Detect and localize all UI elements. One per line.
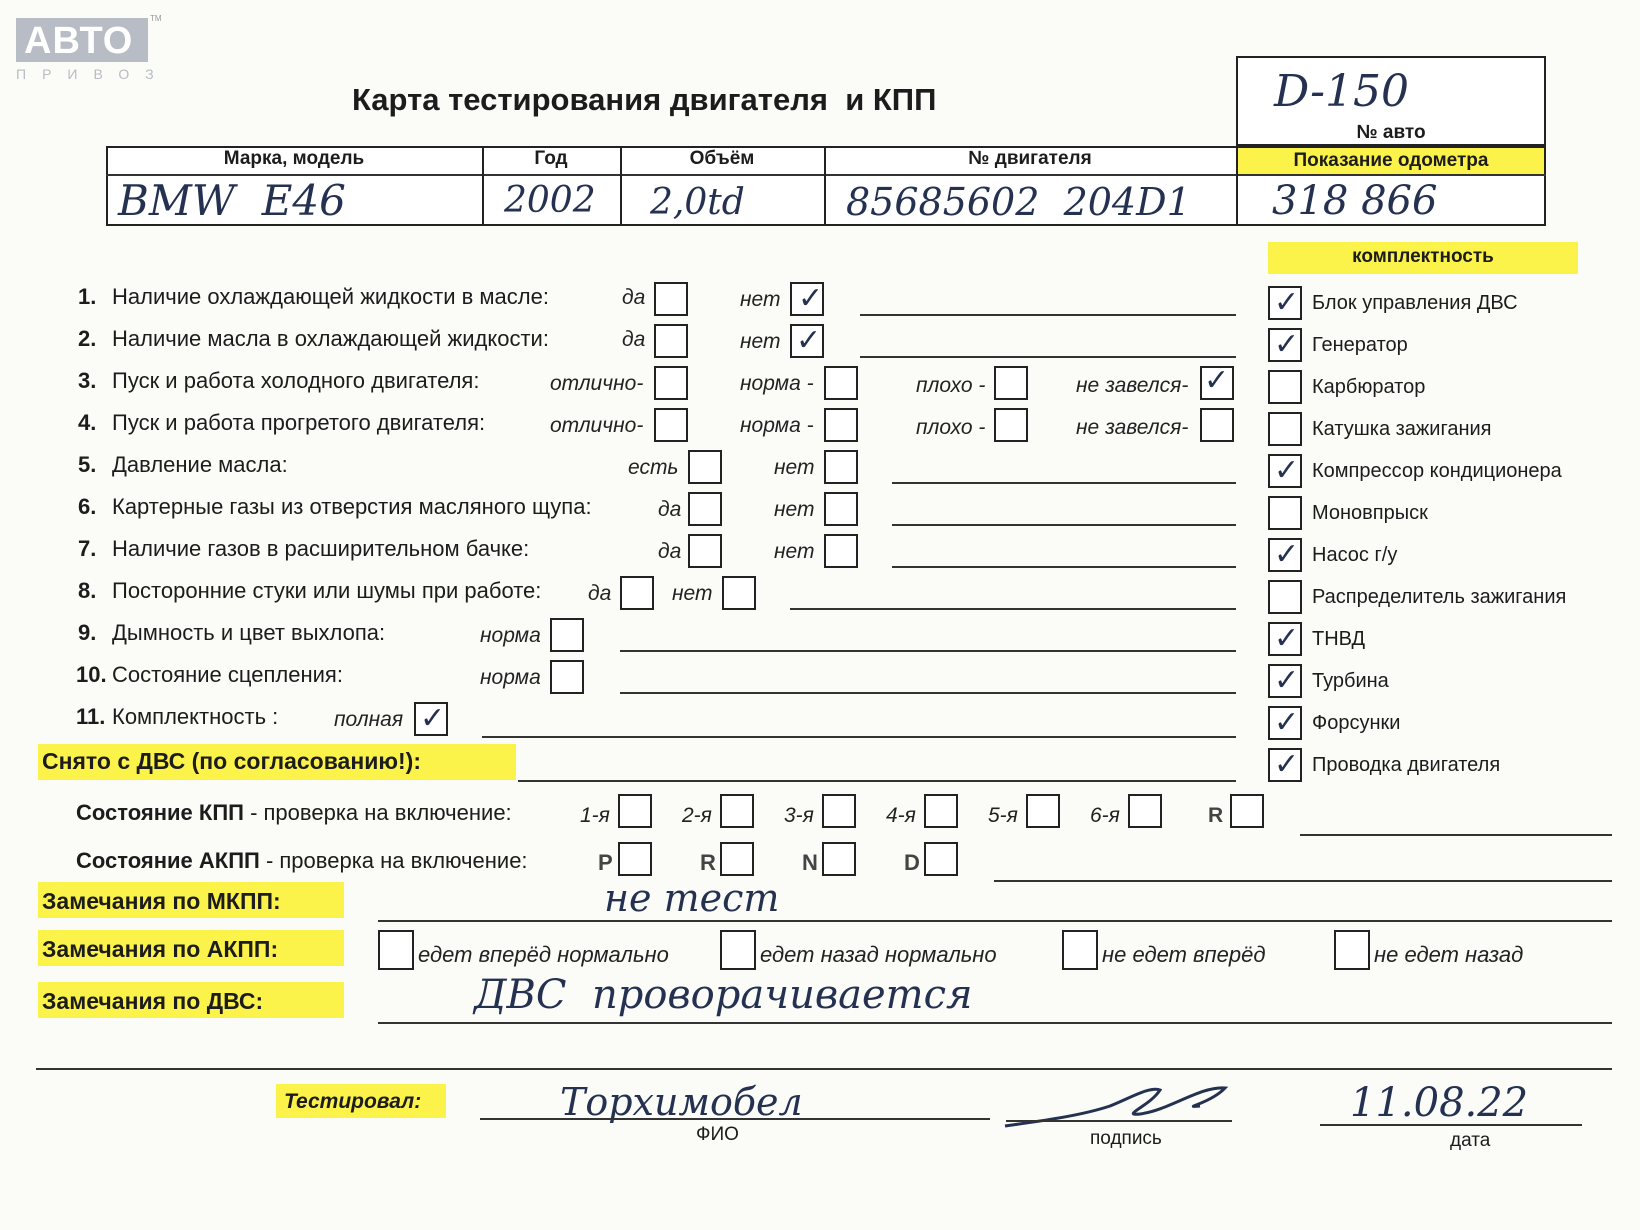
checkbox-item4-otlichno[interactable]	[654, 408, 688, 442]
option-label: нет	[774, 498, 815, 521]
checkbox-kpp-gear-2[interactable]	[720, 794, 754, 828]
item-label: Давление масла:	[112, 452, 288, 477]
akpp-label-rest: - проверка на включение:	[259, 848, 528, 873]
logo-sub-text: ПРИВОЗ	[16, 66, 170, 82]
gear-label: 6-я	[1090, 804, 1120, 827]
gear-label: R	[1208, 804, 1224, 827]
fio-value: Торхимобел	[560, 1080, 803, 1124]
check-mark: ✓	[420, 701, 446, 736]
checkbox-akpp-backward-ok[interactable]	[720, 930, 756, 970]
kpp-notes-line	[1300, 834, 1612, 836]
item-number: 9.	[78, 620, 97, 645]
option-label: да	[622, 328, 646, 351]
logo-tm: TM	[150, 14, 162, 23]
option-label: есть	[628, 456, 679, 479]
akpp-option-label: не едет вперёд	[1102, 942, 1266, 967]
tested-label: Тестировал:	[284, 1090, 422, 1113]
option-label: норма	[480, 666, 541, 689]
gear-label: 4-я	[886, 804, 916, 827]
checkbox-item6-da[interactable]	[688, 492, 722, 526]
option-label: нет	[672, 582, 713, 605]
col-header-year: Год	[534, 148, 568, 169]
check-mark: ✓	[1274, 747, 1300, 782]
item-label: Наличие охлаждающей жидкости в масле:	[112, 284, 549, 309]
checkbox-item3-otlichno[interactable]	[654, 366, 688, 400]
akpp-option-label: едет вперёд нормально	[418, 942, 669, 967]
option-label: нет	[740, 288, 781, 311]
col-header-odometer: Показание одометра	[1293, 150, 1489, 171]
check-mark: ✓	[1274, 453, 1300, 488]
komplekt-item-label: Турбина	[1312, 670, 1389, 692]
checkbox-kpp-gear-4[interactable]	[924, 794, 958, 828]
checkbox-item10-norma[interactable]	[550, 660, 584, 694]
kpp-label-rest: - проверка на включение:	[243, 800, 512, 825]
check-mark: ✓	[1274, 537, 1300, 572]
check-mark: ✓	[798, 281, 824, 316]
option-label: норма -	[740, 414, 814, 437]
col-header-engine-no: № двигателя	[968, 148, 1092, 169]
value-model: BMW E46	[118, 176, 346, 225]
checkbox-kpp-gear-6[interactable]	[1128, 794, 1162, 828]
checkbox-item5-net[interactable]	[824, 450, 858, 484]
item-label: Дымность и цвет выхлопа:	[112, 620, 386, 645]
item-label: Состояние сцепления:	[112, 662, 343, 687]
akpp-option-label: едет назад нормально	[760, 942, 997, 967]
akpp-label-bold: Состояние АКПП	[76, 848, 260, 873]
option-label: полная	[334, 708, 404, 731]
checkbox-item7-da[interactable]	[688, 534, 722, 568]
gear-label: 1-я	[580, 804, 610, 827]
kpp-label	[76, 800, 512, 826]
checkbox-item9-norma[interactable]	[550, 618, 584, 652]
komplekt-item-label: Моновпрыск	[1312, 502, 1428, 524]
option-label: плохо -	[916, 416, 986, 439]
signature-image	[1000, 1076, 1240, 1136]
fio-line	[480, 1118, 990, 1120]
check-mark: ✓	[1274, 327, 1300, 362]
date-line	[1320, 1124, 1582, 1126]
gear-label: 3-я	[784, 804, 814, 827]
value-odometer: 318 866	[1272, 178, 1438, 224]
date-caption: дата	[1450, 1130, 1491, 1151]
notes-line	[620, 692, 1236, 694]
checkbox-akpp-no-backward[interactable]	[1334, 930, 1370, 970]
checkbox-item8-net[interactable]	[722, 576, 756, 610]
remarks-akpp-label: Замечания по АКПП:	[42, 936, 279, 962]
remarks-dvs-line	[378, 1022, 1612, 1024]
item-label: Пуск и работа прогретого двигателя:	[112, 410, 486, 435]
item-label: Картерные газы из отверстия масляного щупа:	[112, 494, 592, 519]
gear-label: N	[802, 850, 818, 875]
komplekt-item-label: Катушка зажигания	[1312, 418, 1492, 440]
item-label: Наличие масла в охлаждающей жидкости:	[112, 326, 549, 351]
option-label: нет	[740, 330, 781, 353]
check-mark: ✓	[1274, 663, 1300, 698]
checkbox-akpp-n[interactable]	[822, 842, 856, 876]
checkbox-item3-norma[interactable]	[824, 366, 858, 400]
checkbox-item2-da[interactable]	[654, 324, 688, 358]
option-label: да	[658, 498, 682, 521]
option-label: норма -	[740, 372, 814, 395]
logo	[16, 18, 148, 62]
kpp-label-bold: Состояние КПП	[76, 800, 244, 825]
komplekt-title: комплектность	[1352, 246, 1494, 267]
option-label: норма	[480, 624, 541, 647]
komplekt-item-label: ТНВД	[1312, 628, 1366, 650]
option-label: отлично-	[550, 414, 644, 437]
value-year: 2002	[504, 180, 596, 221]
item-label: Комплектность :	[112, 704, 279, 729]
gear-label: 2-я	[682, 804, 712, 827]
option-label: нет	[774, 456, 815, 479]
checkbox-item4-norma[interactable]	[824, 408, 858, 442]
checkbox-kpp-gear-1[interactable]	[618, 794, 652, 828]
item-label: Посторонние стуки или шумы при работе:	[112, 578, 542, 603]
logo-main-text: АВТО	[24, 20, 134, 62]
check-mark: ✓	[1274, 621, 1300, 656]
notes-line	[892, 482, 1236, 484]
checkbox-akpp-p[interactable]	[618, 842, 652, 876]
date-value: 11.08.22	[1350, 1080, 1529, 1126]
option-label: да	[588, 582, 612, 605]
col-header-volume: Объём	[689, 148, 755, 169]
item-number: 10.	[76, 662, 107, 687]
auto-number-value: D-150	[1274, 66, 1409, 117]
checkbox-akpp-forward-ok[interactable]	[378, 930, 414, 970]
option-label: плохо -	[916, 374, 986, 397]
checkbox-item3-ploho[interactable]	[994, 366, 1028, 400]
item-number: 1.	[78, 284, 97, 309]
notes-line	[860, 314, 1236, 316]
notes-line	[620, 650, 1236, 652]
remarks-mkpp-value: не тест	[604, 876, 780, 920]
item-number: 5.	[78, 452, 97, 477]
fio-caption: ФИО	[696, 1124, 739, 1145]
komplekt-item-label: Карбюратор	[1312, 376, 1426, 398]
value-engine-no: 85685602 204D1	[846, 180, 1191, 224]
remarks-dvs-value: ДВС проворачивается	[474, 972, 973, 1018]
check-mark: ✓	[1274, 285, 1300, 320]
notes-line	[860, 356, 1236, 358]
remarks-mkpp-line	[378, 920, 1612, 922]
akpp-label	[76, 848, 528, 874]
snyato-label: Снято с ДВС (по согласованию!):	[42, 748, 421, 774]
item-number: 11.	[76, 704, 106, 729]
notes-line	[482, 736, 1236, 738]
option-label: нет	[774, 540, 815, 563]
option-label: да	[658, 540, 682, 563]
checkbox-akpp-d[interactable]	[924, 842, 958, 876]
item-number: 7.	[78, 536, 97, 561]
checkbox-kpp-gear-5[interactable]	[1026, 794, 1060, 828]
signature-caption: подпись	[1090, 1128, 1162, 1149]
check-mark: ✓	[1274, 705, 1300, 740]
value-volume: 2,0td	[650, 182, 745, 223]
remarks-mkpp-label: Замечания по МКПП:	[42, 888, 281, 914]
checkbox-item5-est[interactable]	[688, 450, 722, 484]
option-label: да	[622, 286, 646, 309]
checkbox-item8-da[interactable]	[620, 576, 654, 610]
checkbox-akpp-r[interactable]	[720, 842, 754, 876]
item-number: 4.	[78, 410, 97, 435]
komplekt-item-label: Компрессор кондиционера	[1312, 460, 1562, 482]
checkbox-item6-net[interactable]	[824, 492, 858, 526]
notes-line	[892, 524, 1236, 526]
komplekt-item-label: Форсунки	[1312, 712, 1401, 734]
item-number: 8.	[78, 578, 97, 603]
item-label: Пуск и работа холодного двигателя:	[112, 368, 480, 393]
page-title: Карта тестирования двигателя и КПП	[352, 82, 937, 117]
akpp-option-label: не едет назад	[1374, 942, 1524, 967]
gear-label: 5-я	[988, 804, 1018, 827]
checkbox-komplekt[interactable]	[1268, 412, 1302, 446]
item-number: 2.	[78, 326, 97, 351]
gear-label: D	[904, 850, 920, 875]
checkbox-akpp-no-forward[interactable]	[1062, 930, 1098, 970]
notes-line	[892, 566, 1236, 568]
section-divider	[36, 1068, 1612, 1070]
remarks-dvs-label: Замечания по ДВС:	[42, 988, 264, 1014]
gear-label: P	[598, 850, 613, 875]
checkbox-item7-net[interactable]	[824, 534, 858, 568]
checkbox-kpp-gear-r[interactable]	[1230, 794, 1264, 828]
snyato-line	[518, 780, 1236, 782]
checkbox-item4-ploho[interactable]	[994, 408, 1028, 442]
komplekt-item-label: Насос г/у	[1312, 544, 1398, 566]
checkbox-item1-da[interactable]	[654, 282, 688, 316]
komplekt-item-label: Проводка двигателя	[1312, 754, 1501, 776]
option-label: не завелся-	[1076, 374, 1189, 397]
notes-line	[790, 608, 1236, 610]
option-label: отлично-	[550, 372, 644, 395]
col-header-model: Марка, модель	[223, 148, 365, 169]
item-label: Наличие газов в расширительном бачке:	[112, 536, 530, 561]
komplekt-item-label: Генератор	[1312, 334, 1408, 356]
check-mark: ✓	[1204, 363, 1230, 398]
checkbox-kpp-gear-3[interactable]	[822, 794, 856, 828]
signature-line	[1006, 1120, 1232, 1122]
komplekt-item-label: Блок управления ДВС	[1312, 292, 1518, 314]
check-mark: ✓	[796, 323, 822, 358]
gear-label: R	[700, 850, 716, 875]
checkbox-komplekt[interactable]	[1268, 580, 1302, 614]
item-number: 6.	[78, 494, 97, 519]
option-label: не завелся-	[1076, 416, 1189, 439]
komplekt-item-label: Распределитель зажигания	[1312, 586, 1567, 608]
item-number: 3.	[78, 368, 97, 393]
akpp-notes-line	[994, 880, 1612, 882]
auto-number-label: № авто	[1356, 122, 1426, 143]
checkbox-komplekt[interactable]	[1268, 370, 1302, 404]
checkbox-komplekt[interactable]	[1268, 496, 1302, 530]
checkbox-item4-ne-zavelsya[interactable]	[1200, 408, 1234, 442]
